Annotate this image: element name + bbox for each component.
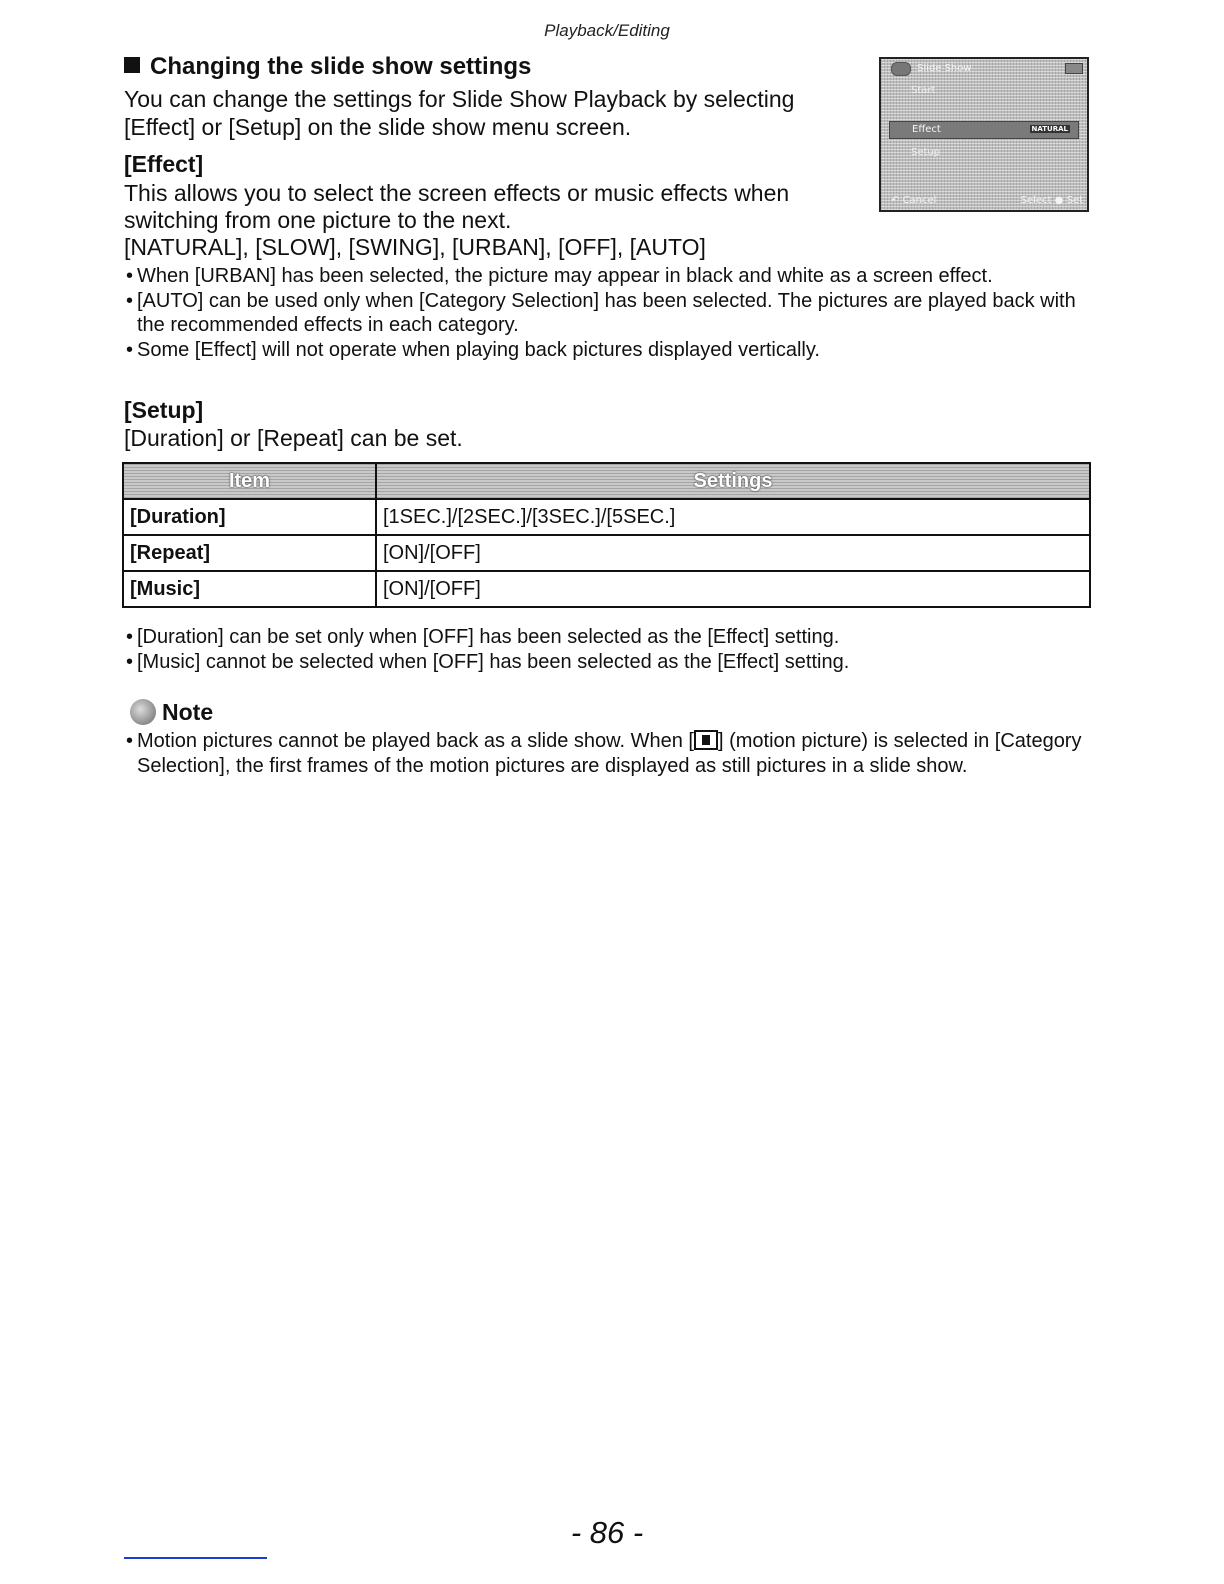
table-cell-item: [Duration]: [123, 499, 376, 535]
section-title-text: Changing the slide show settings: [150, 53, 532, 80]
square-bullet-icon: [124, 57, 140, 73]
return-icon: ↶: [891, 195, 903, 206]
table-header-row: [123, 463, 1090, 499]
note-bullet-list: [124, 729, 1084, 778]
page-header: Playback/Editing: [544, 21, 670, 40]
screen-cancel-text: Cancel: [902, 195, 937, 206]
note-icon: [130, 699, 156, 725]
list-item: • [AUTO] can be used only when [Category Selection] has been selected. The pictures are played back with the recommended effects in each category.: [124, 289, 1084, 338]
list-item: • Some [Effect] will not operate when playing back pictures displayed vertically.: [124, 338, 1084, 363]
section-title: [124, 53, 531, 81]
note-heading: [130, 699, 213, 726]
page-number: - 86 -: [570, 1515, 644, 1550]
table-header-item: Item: [123, 463, 376, 499]
screen-start-item: Start: [911, 85, 936, 96]
footer-rule: [124, 1557, 267, 1559]
settings-table: [122, 462, 1091, 608]
effect-desc-line-1: This allows you to select the screen effects or music effects when: [124, 180, 790, 206]
table-cell-settings: [1SEC.]/[2SEC.]/[3SEC.]/[5SEC.]: [376, 499, 1090, 535]
table-row: [123, 499, 1090, 535]
setup-heading: [Setup]: [124, 397, 204, 423]
list-item: • [Duration] can be set only when [OFF] has been selected as the [Effect] setting.: [124, 625, 1084, 650]
note-heading-text: Note: [162, 699, 214, 725]
screen-cancel-label: [891, 195, 936, 206]
table-cell-item: [Repeat]: [123, 535, 376, 571]
battery-icon: [1065, 63, 1083, 74]
note-text-start: Motion pictures cannot be played back as a slide show. When [: [137, 730, 694, 752]
table-cell-settings: [ON]/[OFF]: [376, 571, 1090, 607]
table-cell-settings: [ON]/[OFF]: [376, 535, 1090, 571]
slide-show-menu-screenshot: [879, 57, 1089, 212]
list-item: [124, 729, 1084, 778]
setup-desc: [Duration] or [Repeat] can be set.: [124, 425, 463, 451]
table-header-settings: Settings: [376, 463, 1090, 499]
table-row: [123, 571, 1090, 607]
intro-line-1: You can change the settings for Slide Show Playback by selecting: [124, 86, 795, 112]
note-text-end: ] (motion picture) is selected in [Category Selection], the first frames of the motion pictures are displayed as still pictures in a slide show.: [137, 730, 1082, 777]
list-item: • [Music] cannot be selected when [OFF] has been selected as the [Effect] setting.: [124, 650, 1084, 675]
effect-desc-line-2: switching from one picture to the next.: [124, 207, 512, 233]
setup-bullet-list: [124, 625, 1084, 674]
intro-line-2: [Effect] or [Setup] on the slide show menu screen.: [124, 114, 632, 140]
effect-options: [NATURAL], [SLOW], [SWING], [URBAN], [OFF], [AUTO]: [124, 234, 706, 260]
list-item: • When [URBAN] has been selected, the picture may appear in black and white as a screen effect.: [124, 264, 1084, 289]
table-cell-item: [Music]: [123, 571, 376, 607]
screen-setup-item: Setup: [911, 147, 941, 158]
screen-effect-value: NATURAL: [1031, 125, 1068, 133]
table-row: [123, 535, 1090, 571]
slide-show-icon: [891, 62, 911, 76]
screen-effect-row: [889, 121, 1079, 139]
motion-picture-icon: [694, 730, 718, 750]
screen-effect-item: Effect: [912, 124, 941, 135]
effect-heading: [Effect]: [124, 151, 204, 177]
effect-bullet-list: [124, 264, 1084, 362]
screen-set-label: Select ● Set: [1020, 195, 1083, 206]
screen-title: Slide Show: [917, 63, 972, 74]
